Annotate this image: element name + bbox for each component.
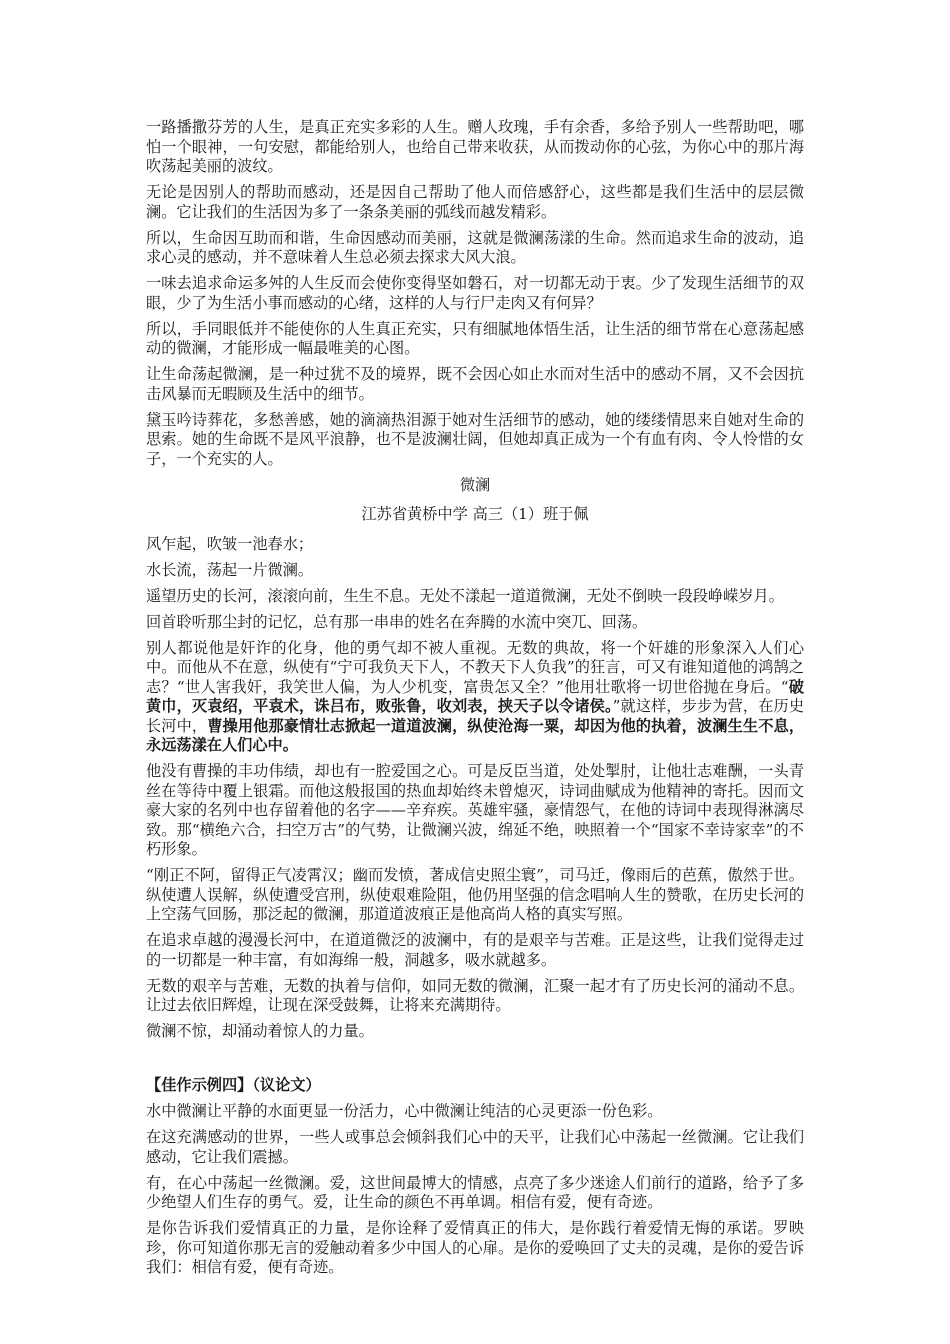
paragraph: 无数的艰辛与苦难，无数的执着与信仰，如同无数的微澜，汇聚一起才有了历史长河的涌动不息。让过去依旧辉煌，让现在深受鼓舞，让将来充满期待。: [146, 976, 804, 1014]
paragraph: 黛玉吟诗葬花，多愁善感，她的滴滴热泪源于她对生活细节的感动，她的缕缕情思来自她对生命的思索。她的生命既不是风平浪静，也不是波澜壮阔，但她却真正成为一个有血有肉、令人怜惜的女子，一个充实的人。: [146, 410, 804, 468]
paragraph: 所以，生命因互助而和谐，生命因感动而美丽，这就是微澜荡漾的生命。然而追求生命的波动，追求心灵的感动，并不意味着人生总必须去探求大风大浪。: [146, 228, 804, 266]
bold-text: 破黄巾，灭袁绍，平袁术，诛吕布，败张鲁，收刘表，挟天子以令诸侯。: [146, 677, 804, 715]
paragraph: 遥望历史的长河，滚滚向前，生生不息。无处不漾起一道道微澜，无处不倒映一段段峥嵘岁月。: [146, 586, 784, 605]
paragraph-text: 别人都说他是奸诈的化身，他的勇气却不被人重视。无数的典故，将一个奸雄的形象深入人们心中。而他从不在意，纵使有“宁可我负天下人，不教天下人负我”的狂言，可又有谁知道他的鸿鹄之志？“世人害我奸，我笑世人偏，为人少机变，富贵怎又全？”他用壮歌将一切世俗抛在身后。“: [146, 638, 804, 696]
paragraph: 微澜不惊，却涌动着惊人的力量。: [146, 1022, 374, 1040]
essay-title: 微澜: [459, 475, 491, 494]
paragraph: 是你告诉我们爱情真正的力量，是你诠释了爱情真正的伟大，是你践行着爱情无悔的承诺。罗映珍，你可知道你那无言的爱触动着多少中国人的心扉。是你的爱唤回了丈夫的灵魂，是你的爱告诉我们：相信有爱，便有奇迹。: [146, 1219, 804, 1276]
essay-byline: 江苏省黄桥中学 高三（1）班于佩: [361, 505, 589, 523]
paragraph: 风乍起，吹皱一池春水；: [146, 534, 314, 553]
paragraph: 在追求卓越的漫漫长河中，在道道微泛的波澜中，有的是艰辛与苦难。正是这些，让我们觉得走过的一切都是一种丰富，有如海绵一般，洞越多，吸水就越多。: [146, 931, 804, 969]
paragraph: 让生命荡起微澜，是一种过犹不及的境界，既不会因心如止水而对生活中的感动不屑，又不会因抗击风暴而无暇顾及生活中的细节。: [146, 365, 804, 403]
paragraph: 一味去追求命运多舛的人生反而会使你变得坚如磐石，对一切都无动于衷。少了发现生活细节的双眼，少了为生活小事而感动的心绪，这样的人与行尸走肉又有何异？: [146, 274, 804, 312]
paragraph: 水中微澜让平静的水面更显一份活力，心中微澜让纯洁的心灵更添一份色彩。: [146, 1102, 663, 1120]
paragraph-text: ”就这样，步步为营，在历史长河中，: [146, 697, 805, 735]
paragraph: “刚正不阿，留得正气凌霄汉；幽而发愤，著成信史照尘寰”，司马迁，像雨后的芭蕉，傲然于世。纵使遭人误解，纵使遭受宫刑，纵使艰难险阻，他仍用坚强的信念唱响人生的赞歌，在历史长河的上空荡气回肠，那泛起的微澜，那道道波痕正是他高尚人格的真实写照。: [146, 866, 804, 923]
section-heading: [146, 1076, 804, 1096]
paragraph: 水长流，荡起一片微澜。: [146, 560, 314, 579]
paragraph: 有，在心中荡起一丝微澜。爱，这世间最博大的情感，点亮了多少迷途人们前行的道路，给予了多少绝望人们生存的勇气。爱，让生命的颜色不再单调。相信有爱，便有奇迹。: [146, 1173, 804, 1211]
paragraph: 所以，手同眼低并不能使你的人生真正充实，只有细腻地体悟生活，让生活的细节常在心意荡起感动的微澜，才能形成一幅最唯美的心图。: [146, 319, 804, 357]
paragraph: 无论是因别人的帮助而感动，还是因自己帮助了他人而倍感舒心，这些都是我们生活中的层层微澜。它让我们的生活因为多了一条条美丽的弧线而越发精彩。: [146, 183, 804, 221]
paragraph: 一路播撒芬芳的人生，是真正充实多彩的人生。赠人玫瑰，手有余香，多给予别人一些帮助吧，哪怕一个眼神，一句安慰，都能给别人，也给自己带来收获，从而拨动你的心弦，为你心中的那片海吹荡起美丽的波纹。: [146, 118, 804, 175]
paragraph: 回首聆听那尘封的记忆，总有那一串串的姓名在奔腾的水流中突兀、回荡。: [146, 612, 648, 631]
section-genre: （议论文）: [252, 1075, 321, 1094]
bold-text: 曹操用他那豪情壮志掀起一道道波澜，纵使沧海一粟，却因为他的执着，波澜生生不息，永远荡漾在人们心中。: [146, 716, 805, 754]
paragraph: 他没有曹操的丰功伟绩，却也有一腔爱国之心。可是反臣当道，处处掣肘，让他壮志难酬，一头青丝在等待中覆上银霜。而他这般报国的热血却始终未曾熄灭，诗词曲赋成为他精神的寄托。因而文豪大家的名列中也存留着他的名字——辛弃疾。英雄牢骚，豪情怨气，在他的诗词中表现得淋漓尽致。那“横绝六合，扫空万古”的气势，让微澜兴波，绵延不绝，映照着一个“国家不幸诗家幸”的不朽形象。: [146, 762, 804, 858]
paragraph: 在这充满感动的世界，一些人或事总会倾斜我们心中的天平，让我们心中荡起一丝微澜。它让我们感动，它让我们震撼。: [146, 1128, 804, 1166]
section-heading-label: 【佳作示例四】: [146, 1075, 253, 1094]
paragraph-cao-cao: [146, 639, 804, 756]
